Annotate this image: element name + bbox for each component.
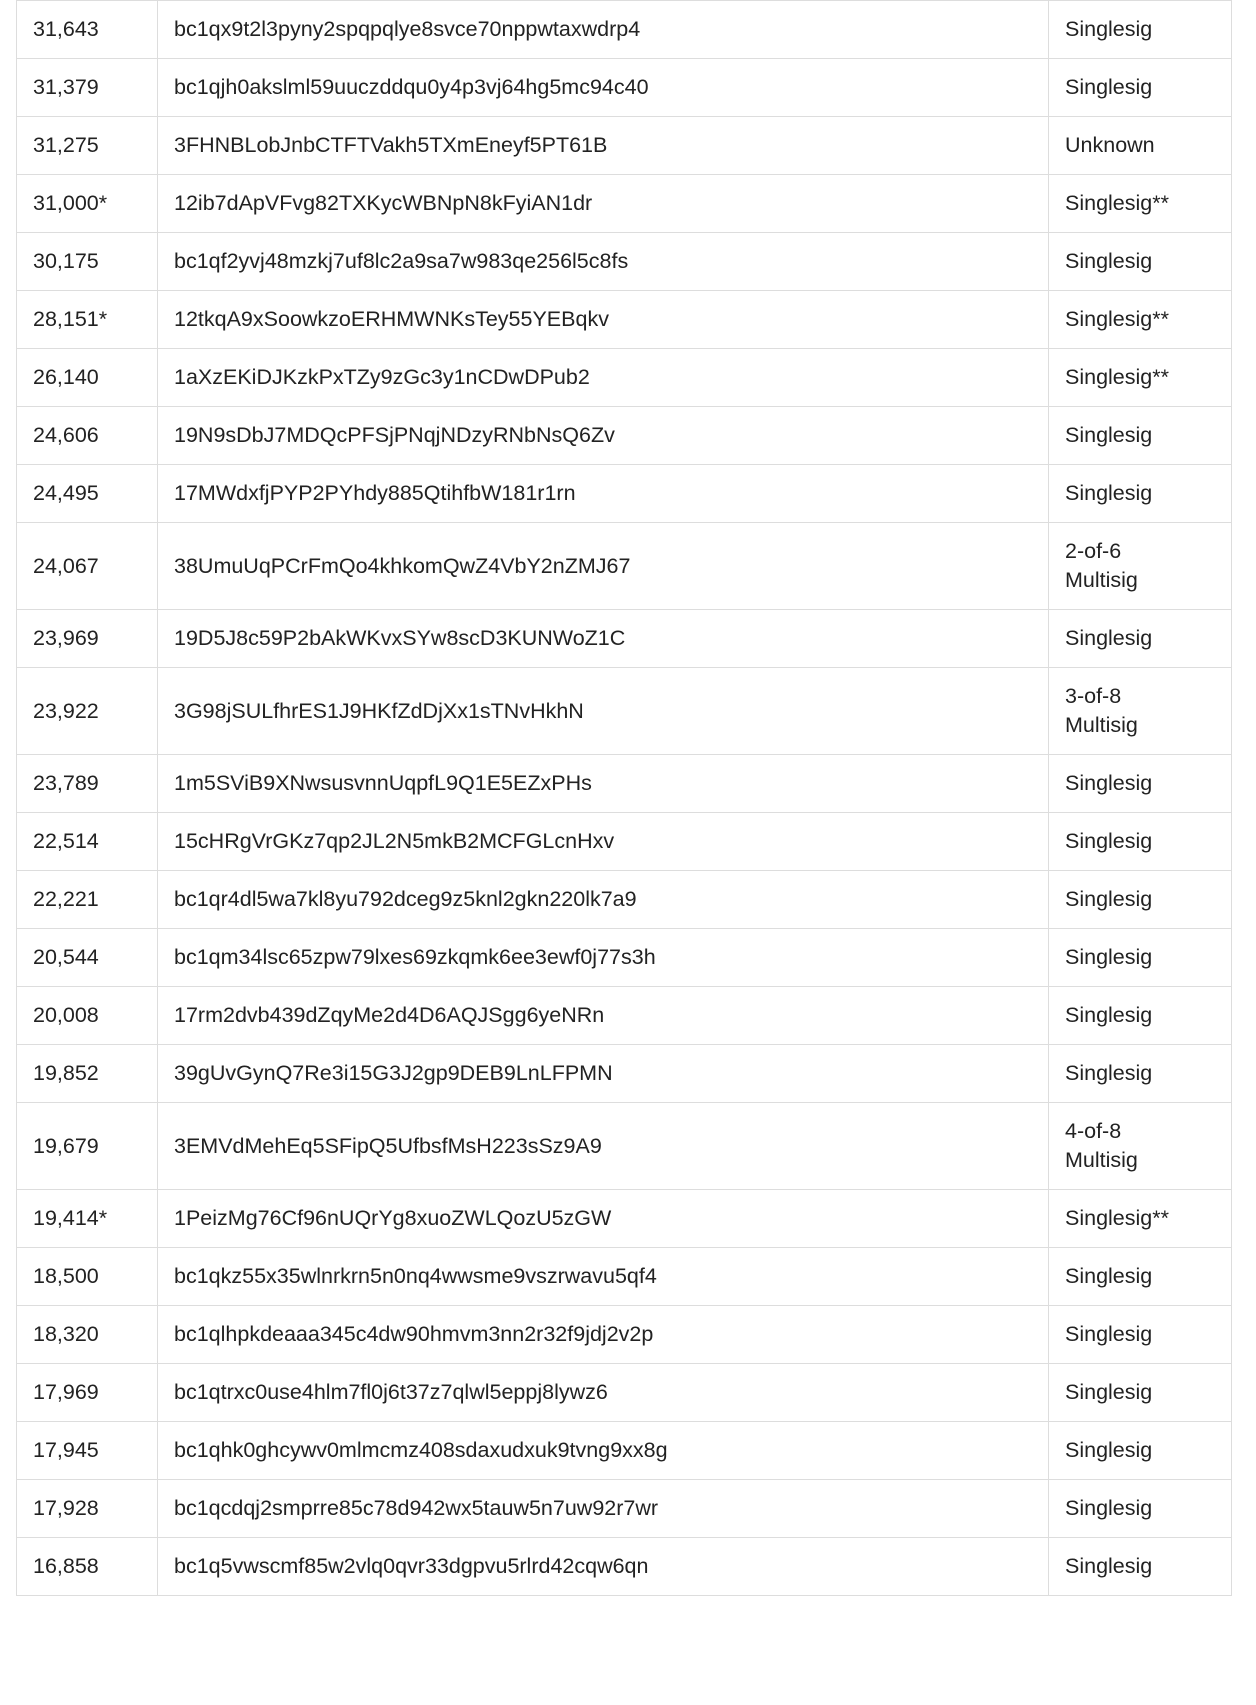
cell-amount: 19,414* <box>17 1190 158 1248</box>
cell-address: 3G98jSULfhrES1J9HKfZdDjXx1sTNvHkhN <box>158 668 1049 755</box>
cell-type <box>1049 1103 1232 1190</box>
table-row <box>17 755 1232 813</box>
cell-address: bc1qtrxc0use4hlm7fl0j6t37z7qlwl5eppj8lywz6 <box>158 1364 1049 1422</box>
cell-type <box>1049 1248 1232 1306</box>
cell-address: bc1q5vwscmf85w2vlq0qvr33dgpvu5rlrd42cqw6qn <box>158 1538 1049 1596</box>
cell-amount: 18,500 <box>17 1248 158 1306</box>
table-row <box>17 987 1232 1045</box>
type-line-primary: Singlesig <box>1065 626 1153 651</box>
cell-address: bc1qjh0akslml59uuczddqu0y4p3vj64hg5mc94c40 <box>158 59 1049 117</box>
type-line-primary: 4-of-8 <box>1065 1119 1122 1144</box>
type-line-primary: Singlesig <box>1065 1003 1153 1028</box>
cell-type <box>1049 1045 1232 1103</box>
type-line-primary: 3-of-8 <box>1065 684 1122 709</box>
cell-amount: 20,008 <box>17 987 158 1045</box>
table-row <box>17 523 1232 610</box>
cell-address: 3EMVdMehEq5SFipQ5UfbsfMsH223sSz9A9 <box>158 1103 1049 1190</box>
cell-address: 19D5J8c59P2bAkWKvxSYw8scD3KUNWoZ1C <box>158 610 1049 668</box>
cell-address: 38UmuUqPCrFmQo4khkomQwZ4VbY2nZMJ67 <box>158 523 1049 610</box>
cell-type <box>1049 523 1232 610</box>
cell-amount: 24,606 <box>17 407 158 465</box>
cell-amount: 22,514 <box>17 813 158 871</box>
cell-amount: 28,151* <box>17 291 158 349</box>
type-line-primary: Singlesig <box>1065 771 1153 796</box>
type-line-primary: Singlesig <box>1065 1554 1153 1579</box>
cell-type <box>1049 668 1232 755</box>
cell-address: 15cHRgVrGKz7qp2JL2N5mkB2MCFGLcnHxv <box>158 813 1049 871</box>
type-line-primary: Singlesig <box>1065 423 1153 448</box>
cell-type <box>1049 349 1232 407</box>
cell-amount: 31,379 <box>17 59 158 117</box>
type-line-primary: Singlesig** <box>1065 191 1169 216</box>
cell-address: 1aXzEKiDJKzkPxTZy9zGc3y1nCDwDPub2 <box>158 349 1049 407</box>
table-row <box>17 1 1232 59</box>
cell-address: bc1qcdqj2smprre85c78d942wx5tauw5n7uw92r7wr <box>158 1480 1049 1538</box>
table-row <box>17 1045 1232 1103</box>
type-line-primary: Singlesig <box>1065 1061 1153 1086</box>
cell-address: bc1qlhpkdeaaa345c4dw90hmvm3nn2r32f9jdj2v2p <box>158 1306 1049 1364</box>
cell-address: 12ib7dApVFvg82TXKycWBNpN8kFyiAN1dr <box>158 175 1049 233</box>
cell-address: bc1qhk0ghcywv0mlmcmz408sdaxudxuk9tvng9xx8g <box>158 1422 1049 1480</box>
table-row <box>17 291 1232 349</box>
cell-amount: 24,067 <box>17 523 158 610</box>
cell-amount: 17,928 <box>17 1480 158 1538</box>
type-line-primary: Singlesig <box>1065 829 1153 854</box>
cell-type <box>1049 1190 1232 1248</box>
cell-amount: 20,544 <box>17 929 158 987</box>
type-line-primary: Singlesig <box>1065 249 1153 274</box>
table-row <box>17 929 1232 987</box>
cell-type <box>1049 1538 1232 1596</box>
type-line-primary: Singlesig <box>1065 945 1153 970</box>
cell-amount: 22,221 <box>17 871 158 929</box>
cell-address: 3FHNBLobJnbCTFTVakh5TXmEneyf5PT61B <box>158 117 1049 175</box>
table-row <box>17 1103 1232 1190</box>
cell-type <box>1049 1422 1232 1480</box>
cell-type <box>1049 407 1232 465</box>
type-line-primary: Singlesig** <box>1065 307 1169 332</box>
cell-type <box>1049 929 1232 987</box>
cell-address: bc1qkz55x35wlnrkrn5n0nq4wwsme9vszrwavu5qf4 <box>158 1248 1049 1306</box>
cell-amount: 16,858 <box>17 1538 158 1596</box>
cell-address: bc1qr4dl5wa7kl8yu792dceg9z5knl2gkn220lk7a9 <box>158 871 1049 929</box>
cell-address: 17rm2dvb439dZqyMe2d4D6AQJSgg6yeNRn <box>158 987 1049 1045</box>
type-line-primary: Singlesig <box>1065 17 1153 41</box>
cell-amount: 18,320 <box>17 1306 158 1364</box>
table-row <box>17 175 1232 233</box>
table-row <box>17 1480 1232 1538</box>
type-line-primary: Singlesig <box>1065 481 1153 506</box>
table-row <box>17 1422 1232 1480</box>
type-line-primary: Singlesig <box>1065 1496 1153 1521</box>
cell-amount: 23,969 <box>17 610 158 668</box>
type-line-primary: Unknown <box>1065 133 1155 158</box>
table-row <box>17 117 1232 175</box>
table-row <box>17 668 1232 755</box>
cell-type <box>1049 987 1232 1045</box>
type-line-primary: Singlesig <box>1065 75 1153 100</box>
cell-type <box>1049 117 1232 175</box>
cell-amount: 23,922 <box>17 668 158 755</box>
cell-amount: 31,275 <box>17 117 158 175</box>
cell-type <box>1049 59 1232 117</box>
type-line-primary: Singlesig** <box>1065 1206 1169 1231</box>
cell-address: 12tkqA9xSoowkzoERHMWNKsTey55YEBqkv <box>158 291 1049 349</box>
cell-type <box>1049 1306 1232 1364</box>
cell-type <box>1049 465 1232 523</box>
table-row <box>17 1306 1232 1364</box>
cell-address: 1PeizMg76Cf96nUQrYg8xuoZWLQozU5zGW <box>158 1190 1049 1248</box>
cell-amount: 30,175 <box>17 233 158 291</box>
type-line-primary: Singlesig <box>1065 887 1153 912</box>
cell-amount: 31,643 <box>17 1 158 59</box>
table-row <box>17 1190 1232 1248</box>
cell-amount: 19,679 <box>17 1103 158 1190</box>
table-body <box>17 1 1232 1596</box>
table-row <box>17 233 1232 291</box>
type-line-secondary: Multisig <box>1065 1148 1138 1173</box>
type-line-secondary: Multisig <box>1065 568 1138 593</box>
table-row <box>17 465 1232 523</box>
table-row <box>17 407 1232 465</box>
cell-type <box>1049 175 1232 233</box>
cell-amount: 17,945 <box>17 1422 158 1480</box>
cell-type <box>1049 610 1232 668</box>
cell-amount: 31,000* <box>17 175 158 233</box>
table-row <box>17 1364 1232 1422</box>
table-row <box>17 871 1232 929</box>
type-line-primary: Singlesig** <box>1065 365 1169 390</box>
cell-type <box>1049 1364 1232 1422</box>
cell-address: bc1qm34lsc65zpw79lxes69zkqmk6ee3ewf0j77s3h <box>158 929 1049 987</box>
cell-type <box>1049 233 1232 291</box>
table-row <box>17 1248 1232 1306</box>
table-row <box>17 813 1232 871</box>
type-line-primary: Singlesig <box>1065 1264 1153 1289</box>
cell-address: bc1qf2yvj48mzkj7uf8lc2a9sa7w983qe256l5c8fs <box>158 233 1049 291</box>
cell-type <box>1049 871 1232 929</box>
cell-type <box>1049 291 1232 349</box>
type-line-secondary: Multisig <box>1065 713 1138 738</box>
cell-type <box>1049 1480 1232 1538</box>
cell-amount: 26,140 <box>17 349 158 407</box>
cell-address: 19N9sDbJ7MDQcPFSjPNqjNDzyRNbNsQ6Zv <box>158 407 1049 465</box>
cell-type <box>1049 755 1232 813</box>
type-line-primary: Singlesig <box>1065 1322 1153 1347</box>
cell-amount: 19,852 <box>17 1045 158 1103</box>
cell-type <box>1049 813 1232 871</box>
type-line-primary: 2-of-6 <box>1065 539 1122 564</box>
table-row <box>17 349 1232 407</box>
cell-address: 17MWdxfjPYP2PYhdy885QtihfbW181r1rn <box>158 465 1049 523</box>
cell-amount: 24,495 <box>17 465 158 523</box>
table-row <box>17 59 1232 117</box>
cell-address: bc1qx9t2l3pyny2spqpqlye8svce70nppwtaxwdrp4 <box>158 1 1049 59</box>
cell-amount: 23,789 <box>17 755 158 813</box>
cell-type <box>1049 1 1232 59</box>
cell-address: 39gUvGynQ7Re3i15G3J2gp9DEB9LnLFPMN <box>158 1045 1049 1103</box>
cell-address: 1m5SViB9XNwsusvnnUqpfL9Q1E5EZxPHs <box>158 755 1049 813</box>
cell-amount: 17,969 <box>17 1364 158 1422</box>
type-line-primary: Singlesig <box>1065 1380 1153 1405</box>
table-row <box>17 610 1232 668</box>
type-line-primary: Singlesig <box>1065 1438 1153 1463</box>
table-row <box>17 1538 1232 1596</box>
rich-address-list-table <box>16 0 1232 1596</box>
